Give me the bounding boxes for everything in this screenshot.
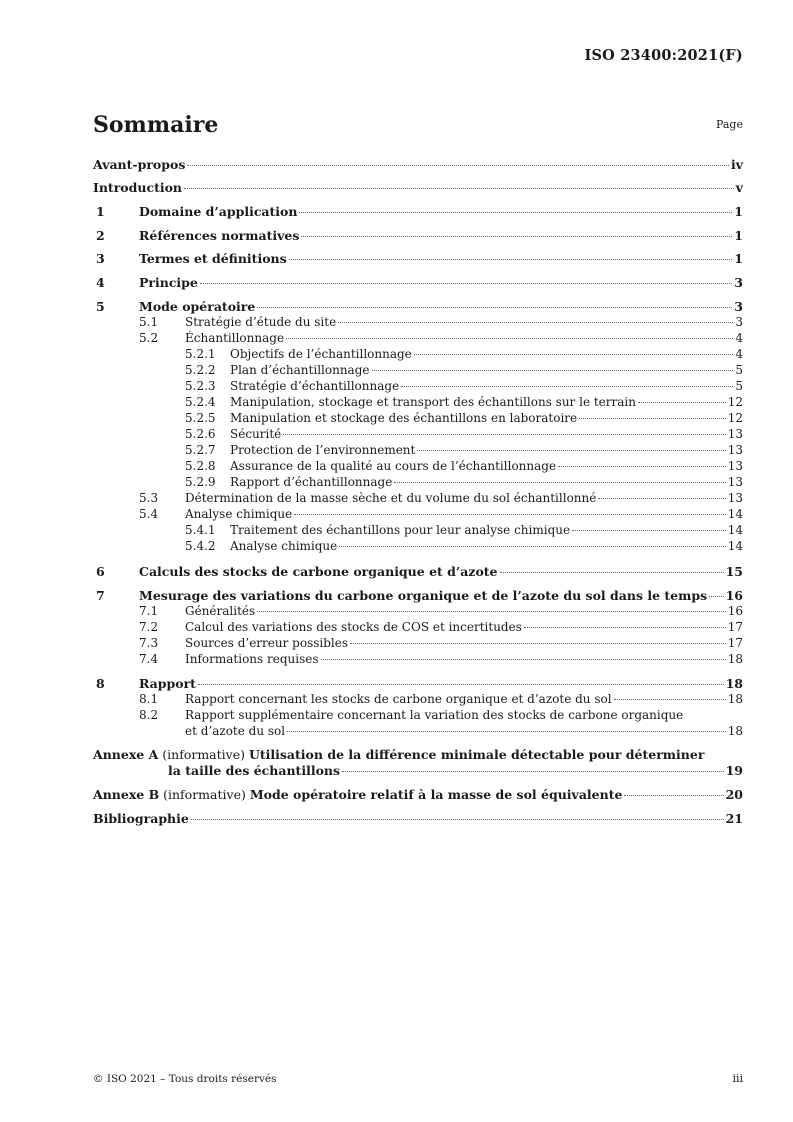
toc-entry-7-2[interactable]: 7.2 Calcul des variations des stocks de COS et incertitudes 17 bbox=[139, 620, 743, 634]
page-title: Sommaire bbox=[93, 112, 219, 138]
toc-entry-1[interactable]: 1 Domaine d’application 1 bbox=[96, 204, 743, 219]
toc-entry-2[interactable]: 2 Références normatives 1 bbox=[96, 228, 743, 243]
toc-entry-6[interactable]: 6 Calculs des stocks de carbone organique et d’azote 15 bbox=[96, 564, 743, 579]
toc-entry-5-2-1[interactable]: 5.2.1 Objectifs de l’échantillonnage 4 bbox=[185, 347, 743, 361]
toc-entry-5-2[interactable]: 5.2 Échantillonnage 4 bbox=[139, 331, 743, 345]
page-column-label: Page bbox=[715, 118, 743, 131]
toc-entry-5-1[interactable]: 5.1 Stratégie d’étude du site 3 bbox=[139, 315, 743, 329]
toc-entry-7[interactable]: 7 Mesurage des variations du carbone organique et de l’azote du sol dans le temps 16 bbox=[96, 588, 743, 603]
toc-entry-introduction[interactable]: Introduction v bbox=[93, 180, 743, 195]
toc-entry-5-4-2[interactable]: 5.4.2 Analyse chimique 14 bbox=[185, 539, 743, 553]
copyright-notice: © ISO 2021 – Tous droits réservés bbox=[93, 1073, 277, 1085]
toc-entry-8[interactable]: 8 Rapport 18 bbox=[96, 676, 743, 691]
toc-entry-avant-propos[interactable]: Avant-propos iv bbox=[93, 157, 743, 172]
toc-entry-7-3[interactable]: 7.3 Sources d’erreur possibles 17 bbox=[139, 636, 743, 650]
toc-entry-5-4-1[interactable]: 5.4.1 Traitement des échantillons pour leur analyse chimique 14 bbox=[185, 523, 743, 537]
toc-entry-5-2-7[interactable]: 5.2.7 Protection de l’environnement 13 bbox=[185, 443, 743, 457]
toc-entry-5-2-2[interactable]: 5.2.2 Plan d’échantillonnage 5 bbox=[185, 363, 743, 377]
toc-entry-3[interactable]: 3 Termes et définitions 1 bbox=[96, 251, 743, 266]
page-number: iii bbox=[732, 1072, 743, 1085]
toc-entry-5-4[interactable]: 5.4 Analyse chimique 14 bbox=[139, 507, 743, 521]
toc-entry-7-4[interactable]: 7.4 Informations requises 18 bbox=[139, 652, 743, 666]
toc-entry-5-2-6[interactable]: 5.2.6 Sécurité 13 bbox=[185, 427, 743, 441]
toc-entry-5-2-3[interactable]: 5.2.3 Stratégie d’échantillonnage 5 bbox=[185, 379, 743, 393]
toc-entry-5-2-8[interactable]: 5.2.8 Assurance de la qualité au cours de l’échantillonnage 13 bbox=[185, 459, 743, 473]
toc-entry-bibliographie[interactable]: Bibliographie 21 bbox=[93, 811, 743, 826]
toc-entry-5-3[interactable]: 5.3 Détermination de la masse sèche et du volume du sol échantillonné 13 bbox=[139, 491, 743, 505]
toc-entry-5-2-5[interactable]: 5.2.5 Manipulation et stockage des échantillons en laboratoire 12 bbox=[185, 411, 743, 425]
toc-entry-8-1[interactable]: 8.1 Rapport concernant les stocks de carbone organique et d’azote du sol 18 bbox=[139, 692, 743, 706]
toc-entry-7-1[interactable]: 7.1 Généralités 16 bbox=[139, 604, 743, 618]
toc-entry-annexe-a[interactable]: Annexe A (informative) Utilisation de la différence minimale détectable pour déterminer la taille des échantillons 19 bbox=[93, 747, 743, 778]
toc-entry-annexe-b[interactable]: Annexe B (informative) Mode opératoire relatif à la masse de sol équivalente 20 bbox=[93, 787, 743, 802]
standard-id: ISO 23400:2021(F) bbox=[584, 47, 743, 64]
toc-entry-5[interactable]: 5 Mode opératoire 3 bbox=[96, 299, 743, 314]
toc-entry-5-2-4[interactable]: 5.2.4 Manipulation, stockage et transport des échantillons sur le terrain 12 bbox=[185, 395, 743, 409]
toc-entry-4[interactable]: 4 Principe 3 bbox=[96, 275, 743, 290]
toc-entry-5-2-9[interactable]: 5.2.9 Rapport d’échantillonnage 13 bbox=[185, 475, 743, 489]
